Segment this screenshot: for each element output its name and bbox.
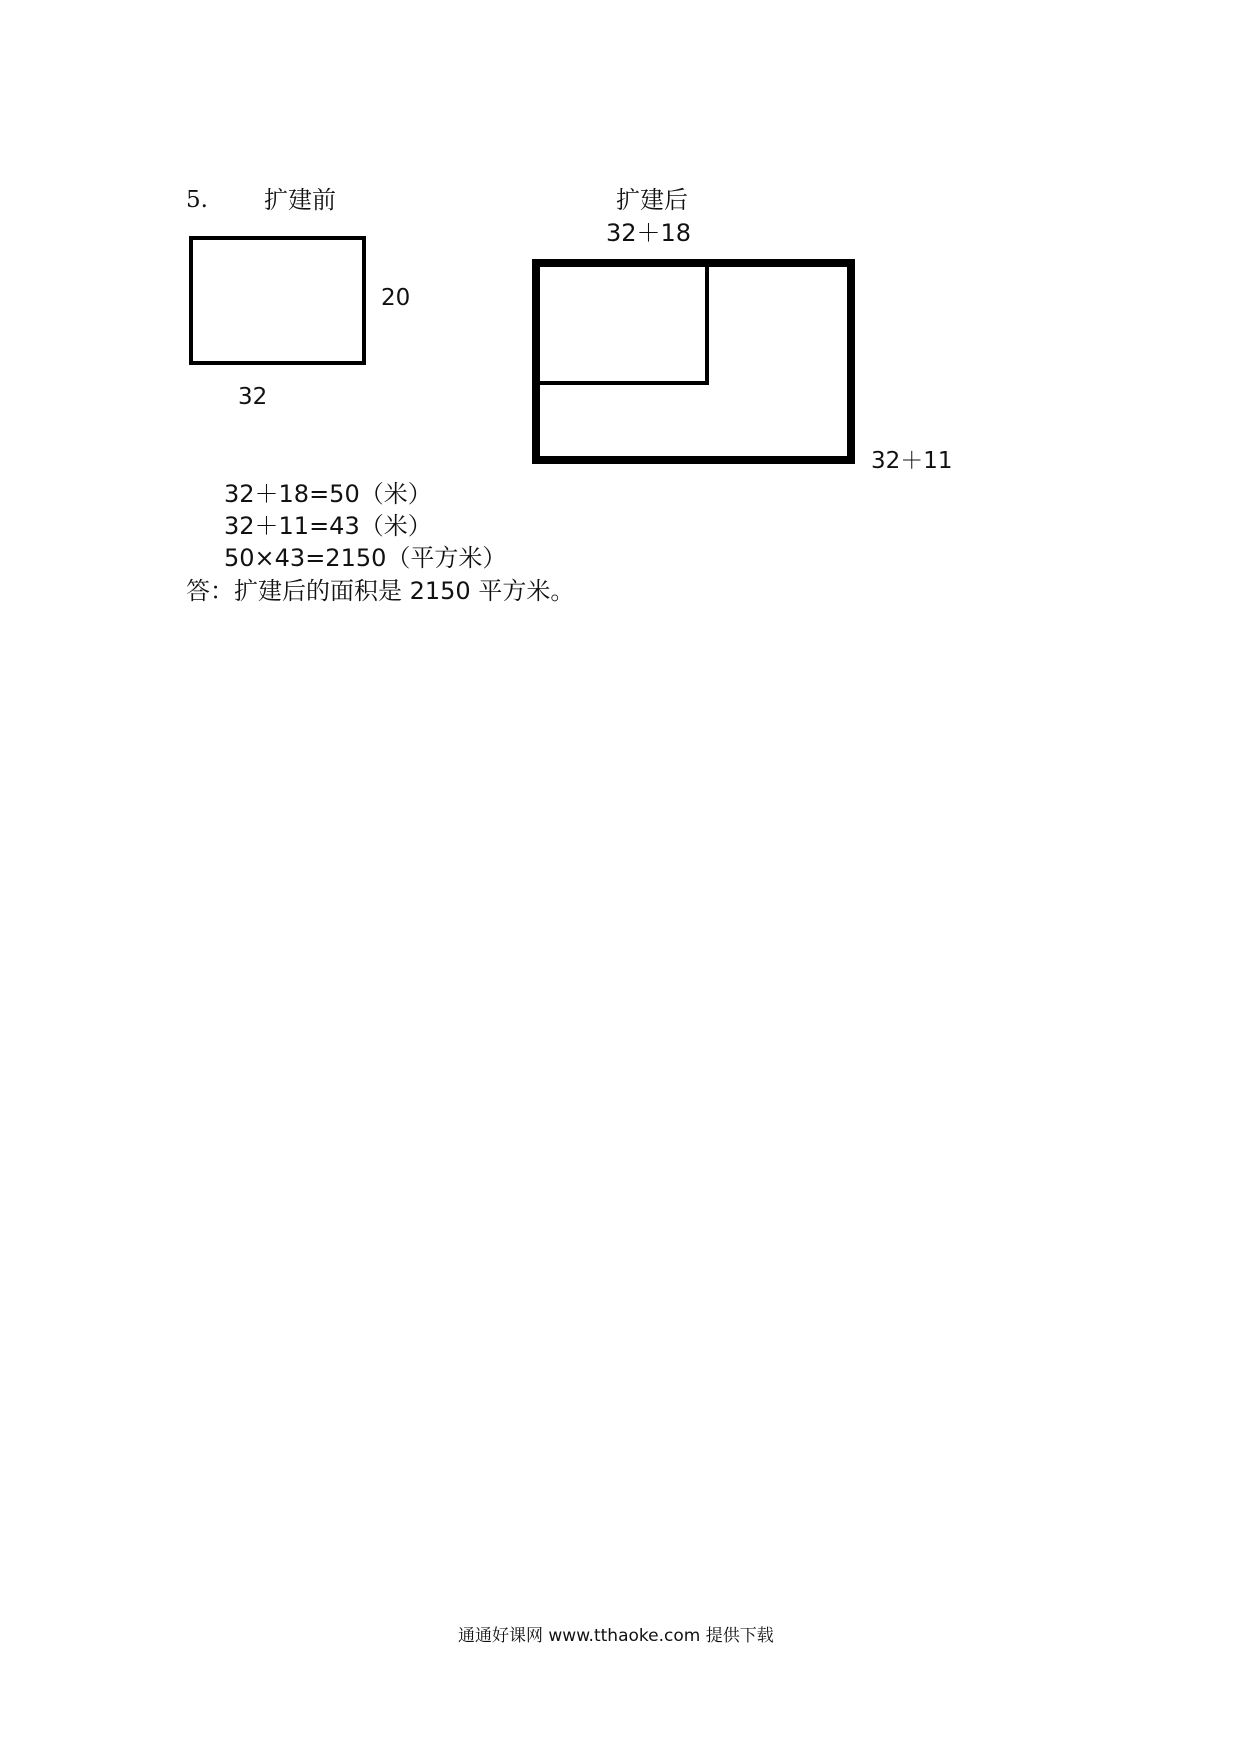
solution-line-3: 50×43=2150（平方米） — [224, 544, 507, 572]
after-top-label: 32＋18 — [606, 219, 692, 247]
solution-line-2: 32＋11=43（米） — [224, 512, 432, 540]
before-height-label: 20 — [381, 285, 411, 311]
before-rectangle — [189, 236, 366, 365]
original-area-rectangle — [537, 264, 709, 385]
after-label: 扩建后 — [616, 186, 688, 214]
footer-credit: 通通好课网 www.tthaoke.com 提供下载 — [458, 1626, 774, 1646]
problem-number: 5. — [186, 187, 208, 213]
answer-line: 答：扩建后的面积是 2150 平方米。 — [186, 577, 575, 605]
solution-line-1: 32＋18=50（米） — [224, 480, 432, 508]
after-side-label: 32＋11 — [871, 448, 953, 474]
before-label: 扩建前 — [264, 186, 336, 214]
before-width-label: 32 — [238, 384, 268, 410]
